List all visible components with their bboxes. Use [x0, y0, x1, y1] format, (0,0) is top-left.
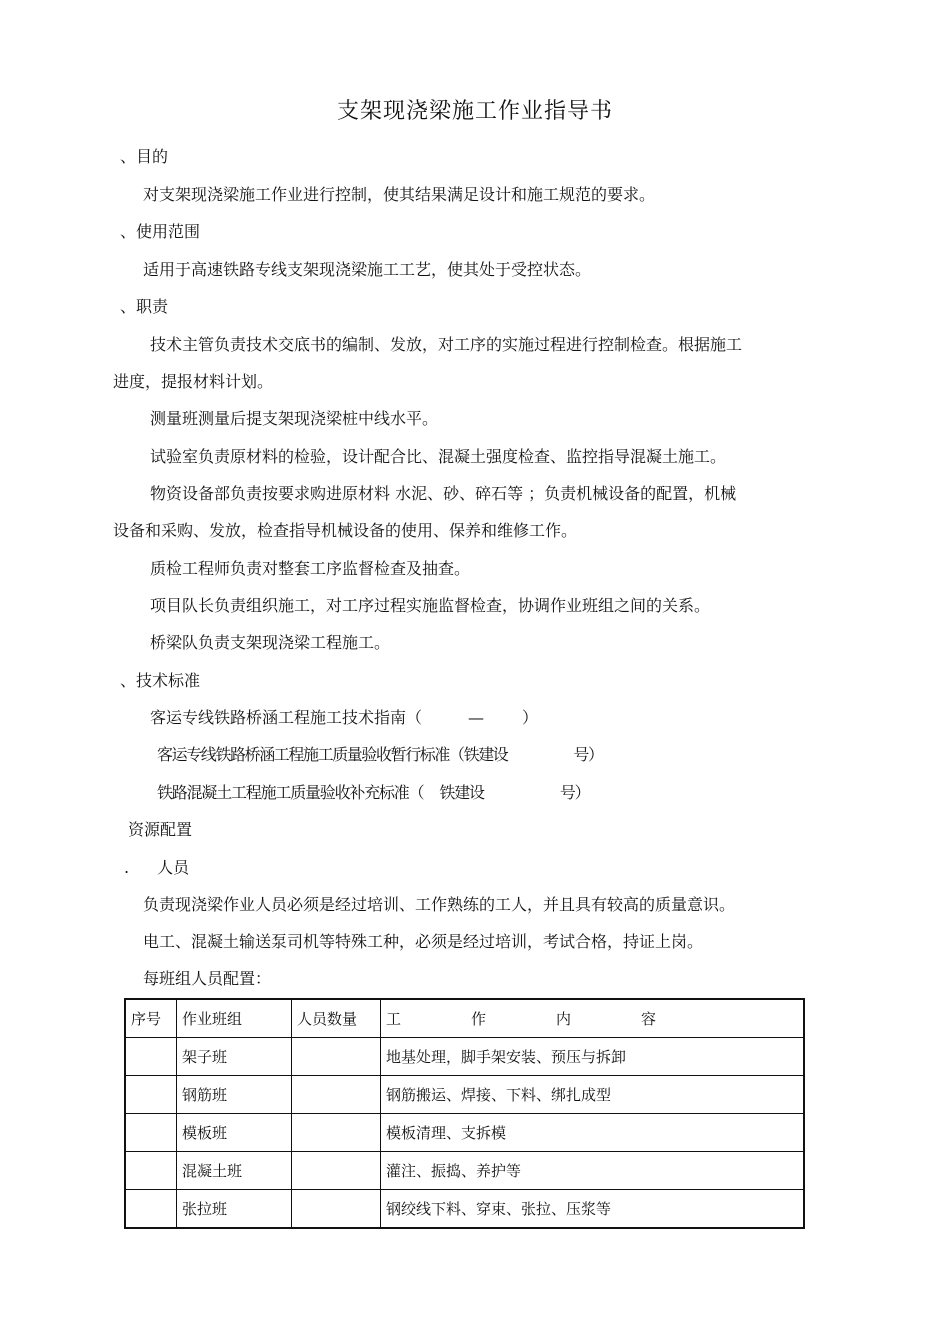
section-purpose-text: 对支架现浇梁施工作业进行控制，使其结果满足设计和施工规范的要求。 [143, 185, 656, 204]
duties-materials-line2: 设备和采购、发放，检查指导机械设备的使用、保养和维修工作。 [113, 521, 578, 540]
table-row [125, 1114, 804, 1152]
duties-materials-line1: 物资设备部负责按要求购进原材料 水泥、砂、碎石等 ；负责机械设备的配置，机械 [150, 484, 737, 503]
personnel-heading [124, 857, 189, 879]
header-content-char-1: 工 [386, 1010, 402, 1028]
row-team: 钢筋班 [177, 1076, 292, 1114]
staffing-table [124, 998, 805, 1229]
duties-bridge-team: 桥梁队负责支架现浇梁工程施工。 [150, 633, 391, 652]
special-workers-requirement: 电工、混凝土输送泵司机等特殊工种，必须是经过培训，考试合格，持证上岗。 [143, 932, 704, 951]
table-header-row [125, 999, 804, 1038]
table-row [125, 1076, 804, 1114]
table-row [125, 1190, 804, 1229]
row-team: 模板班 [177, 1114, 292, 1152]
row-count [292, 1076, 381, 1114]
duties-lab: 试验室负责原材料的检验，设计配合比、混凝土强度检查、监控指导混凝土施工。 [150, 447, 727, 466]
duties-project-lead: 项目队长负责组织施工，对工序过程实施监督检查，协调作业班组之间的关系。 [150, 596, 711, 615]
section-scope-heading: 、使用范围 [120, 222, 201, 241]
row-seq [125, 1038, 177, 1076]
row-seq [125, 1152, 177, 1190]
standard-3-code: 铁建设 [439, 783, 484, 802]
standard-3-number: 号） [559, 783, 590, 802]
personnel-heading-label: 人员 [157, 858, 190, 877]
header-team: 作业班组 [177, 999, 292, 1038]
personnel-number-dot: . [124, 858, 130, 877]
personnel-requirement: 负责现浇梁作业人员必须是经过培训、工作熟练的工人，并且具有较高的质量意识。 [143, 895, 736, 914]
standard-3-name: 铁路混凝土工程施工质量验收补充标准（ [157, 783, 424, 802]
row-team: 混凝土班 [177, 1152, 292, 1190]
row-content: 灌注、振捣、养护等 [381, 1152, 805, 1190]
standard-2 [157, 744, 603, 766]
header-seq: 序号 [125, 999, 177, 1038]
row-team: 张拉班 [177, 1190, 292, 1229]
header-content-char-4: 容 [640, 1010, 656, 1028]
row-count [292, 1152, 381, 1190]
standard-1-dash: — [468, 708, 485, 727]
row-count [292, 1190, 381, 1229]
header-content-char-3: 内 [555, 1010, 571, 1028]
header-count: 人员数量 [292, 999, 381, 1038]
duties-quality: 质检工程师负责对整套工序监督检查及抽查。 [150, 559, 471, 578]
row-team: 架子班 [177, 1038, 292, 1076]
standard-1 [150, 707, 538, 729]
row-count [292, 1038, 381, 1076]
standard-1-name: 客运专线铁路桥涵工程施工技术指南（ [150, 708, 423, 727]
row-content: 钢筋搬运、焊接、下料、绑扎成型 [381, 1076, 805, 1114]
section-scope-text: 适用于高速铁路专线支架现浇梁施工工艺，使其处于受控状态。 [143, 260, 592, 279]
duties-tech-line1: 技术主管负责技术交底书的编制、发放，对工序的实施过程进行控制检查。根据施工 [150, 335, 743, 354]
row-content: 模板清理、支拆模 [381, 1114, 805, 1152]
section-duties-heading: 、职责 [120, 297, 169, 316]
section-purpose-heading: 、目的 [120, 147, 169, 166]
header-content-char-2: 作 [470, 1010, 486, 1028]
row-seq [125, 1076, 177, 1114]
row-content: 钢绞线下料、穿束、张拉、压浆等 [381, 1190, 805, 1229]
standard-3 [157, 782, 589, 804]
standard-1-close: ） [522, 708, 539, 727]
section-resources-heading: 资源配置 [128, 820, 193, 839]
duties-tech-line2: 进度，提报材料计划。 [113, 372, 274, 391]
table-row [125, 1152, 804, 1190]
section-standards-heading: 、技术标准 [120, 671, 201, 690]
table-row [125, 1038, 804, 1076]
row-seq [125, 1114, 177, 1152]
duties-survey: 测量班测量后提支架现浇梁桩中线水平。 [150, 409, 439, 428]
header-content [381, 999, 805, 1038]
row-seq [125, 1190, 177, 1229]
row-content: 地基处理，脚手架安装、预压与拆卸 [381, 1038, 805, 1076]
standard-2-name: 客运专线铁路桥涵工程施工质量验收暂行标准（铁建设 [157, 745, 508, 764]
standard-2-number: 号） [573, 745, 603, 764]
document-title: 支架现浇梁施工作业指导书 [336, 99, 613, 124]
team-staffing-intro: 每班组人员配置： [143, 969, 272, 988]
row-count [292, 1114, 381, 1152]
